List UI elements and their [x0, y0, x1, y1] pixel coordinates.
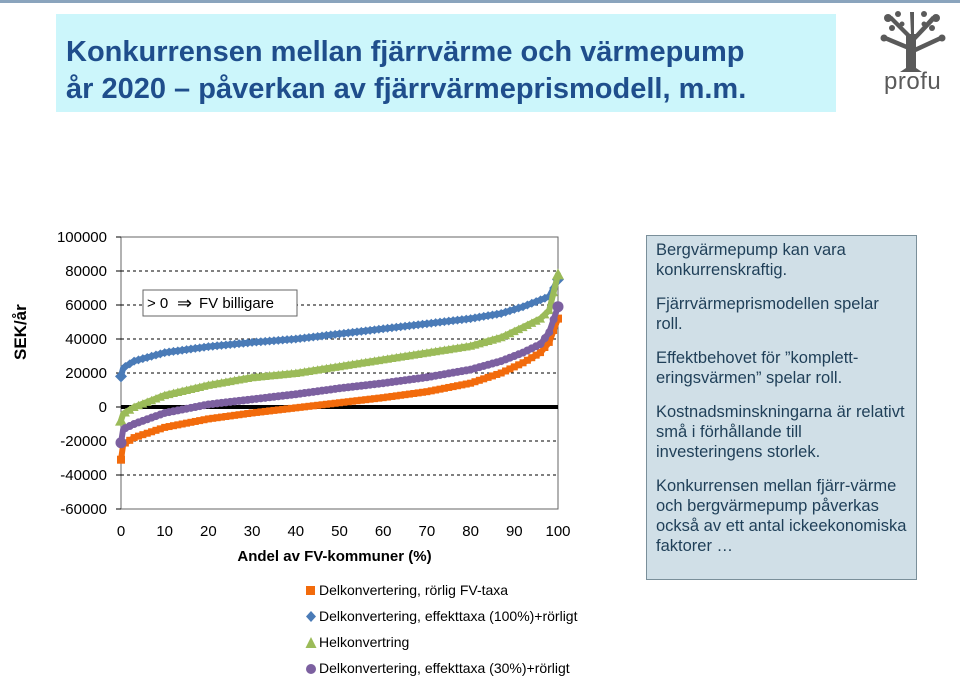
- logo-text: profu: [884, 68, 942, 95]
- title-line-2: år 2020 – påverkan av fjärrvärmeprismodell, m.m.: [66, 73, 747, 105]
- x-tick-label: 30: [243, 523, 261, 540]
- x-tick-label: 40: [287, 523, 305, 540]
- x-tick-label: 90: [505, 523, 523, 540]
- chart-area: [0, 220, 640, 580]
- x-tick-label: 100: [545, 523, 571, 540]
- slide-title: [56, 14, 836, 112]
- top-border: [0, 0, 960, 3]
- info-paragraph: Bergvärmepump kan vara konkurrenskraftig.: [656, 241, 846, 279]
- data-point: [545, 328, 553, 336]
- data-point: [550, 315, 558, 323]
- legend-label: Delkonvertering, effekttaxa (100%)+rörligt: [319, 608, 578, 624]
- y-tick-label: 0: [98, 399, 107, 416]
- y-tick-label: 80000: [65, 263, 107, 280]
- endpoint-marker: [553, 301, 564, 312]
- x-tick-label: 60: [374, 523, 392, 540]
- y-axis-label: SEK/år: [11, 304, 30, 360]
- x-tick-label: 80: [462, 523, 479, 540]
- triangle-marker-icon: [305, 637, 317, 649]
- y-tick-label: -20000: [60, 433, 107, 450]
- circle-marker-icon: [305, 663, 317, 675]
- x-tick-label: 0: [116, 523, 126, 540]
- info-paragraph: Konkurrensen mellan fjärr-värme och bergvärmepump påverkas också av ett antal ickeekonomiska faktorer …: [656, 477, 907, 555]
- endpoint-marker: [552, 268, 564, 279]
- diamond-marker-icon: [305, 611, 317, 623]
- annotation-value: > 0: [147, 295, 169, 312]
- info-box: [646, 235, 917, 580]
- x-tick-label: 70: [418, 523, 436, 540]
- info-paragraph: Kostnadsminskningarna är relativt små i förhållande till investeringens storlek.: [656, 403, 905, 461]
- endpoint-marker: [117, 456, 125, 464]
- info-paragraph: Fjärrvärmeprismodellen spelar roll.: [656, 295, 879, 333]
- y-tick-label: 60000: [65, 297, 107, 314]
- legend-label: Delkonvertering, effekttaxa (30%)+rörligt: [319, 660, 570, 676]
- y-tick-label: 40000: [65, 331, 107, 348]
- legend-label: Delkonvertering, rörlig FV-taxa: [319, 582, 509, 598]
- square-marker-icon: [305, 585, 317, 597]
- endpoint-marker: [115, 370, 127, 382]
- y-tick-label: -60000: [60, 501, 107, 518]
- y-tick-label: 20000: [65, 365, 107, 382]
- x-tick-label: 10: [156, 523, 174, 540]
- annotation-label: FV billigare: [199, 295, 275, 312]
- info-paragraph: Effektbehovet för ”komplett-eringsvärmen” spelar roll.: [656, 349, 859, 387]
- x-tick-label: 50: [331, 523, 348, 540]
- title-line-1: Konkurrensen mellan fjärrvärme och värmepump: [66, 36, 745, 68]
- x-axis-label: Andel av FV-kommuner (%): [237, 548, 432, 565]
- arrow-right-icon: ⇒: [177, 293, 193, 313]
- y-tick-label: -40000: [60, 467, 107, 484]
- x-tick-label: 20: [200, 523, 217, 540]
- endpoint-marker: [116, 437, 127, 448]
- y-tick-label: 100000: [56, 229, 107, 246]
- legend-label: Helkonvertring: [319, 634, 410, 650]
